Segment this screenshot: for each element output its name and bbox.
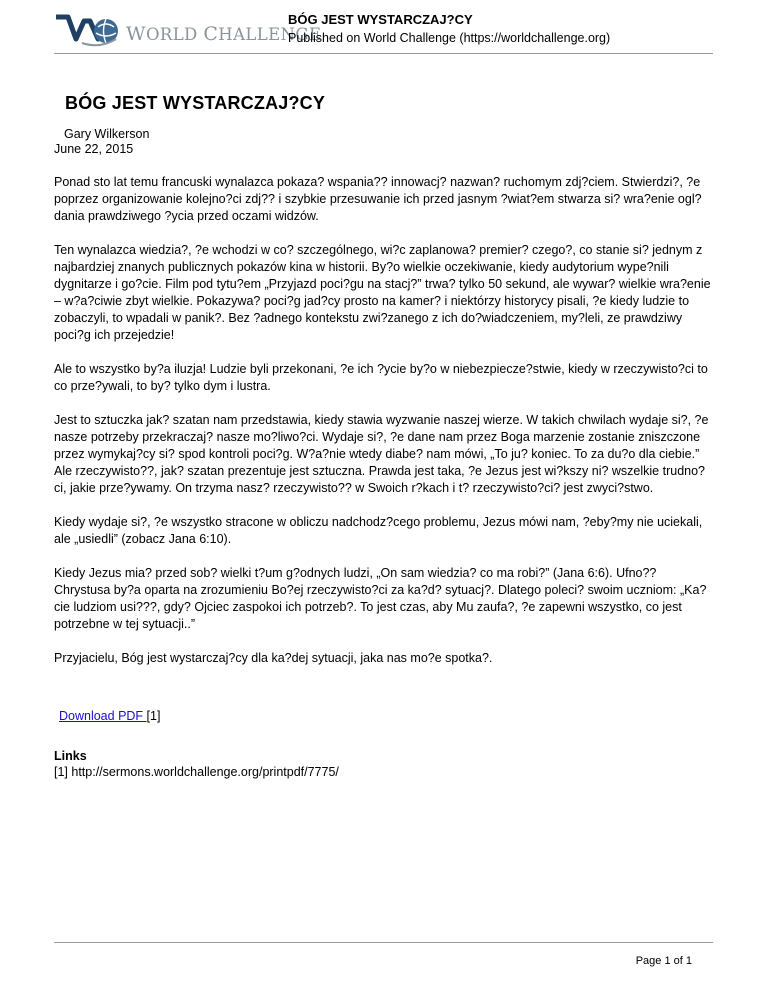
article-title: BÓG JEST WYSTARCZAJ?CY	[65, 93, 326, 113]
article-body	[54, 174, 714, 667]
links-heading: Links	[54, 749, 87, 763]
article	[54, 93, 714, 780]
logo-wordmark: WORLD CHALLENGE	[126, 23, 322, 45]
paragraph: Ten wynalazca wiedzia?, ?e wchodzi w co? szczególnego, wi?c zaplanowa? premier? czego?, co stanie si? jednym z najbardziej znanych publicznych pokazów kina w historii. By?o wielkie oczekiwanie, kiedy audytorium wype?nili dygnitarze i go?cie. Film pod tytu?em „Przyjazd poci?gu na stacj?” trwa? tylko 50 sekund, ale wywar? wielkie wra?enie – w?a?ciwie zbyt wielkie. Pokazywa? poci?g jad?cy prosto na kamer? i niektórzy historycy pisali, ?e kiedy ludzie to zobaczyli, to wpadali w panik?. Bez ?adnego kontekstu zwi?zanego z ich do?wiadczeniem, my?leli, ze prawdziwy poci?g ich przejedzie!	[54, 243, 711, 342]
footer-divider	[54, 942, 713, 943]
paragraph: Ponad sto lat temu francuski wynalazca pokaza? wspania?? innowacj? nazwan? ruchomym zdj?ciem. Stwierdzi?, ?e poprzez organizowanie kolejno?ci zdj?? i szybkie przesuwanie ich przed jasnym ?wiat?em stwarza si? wra?enie ogl?dania prawdziwego ?ycia przed oczami widzów.	[54, 175, 702, 223]
wc-globe-logo-icon	[54, 13, 118, 49]
link-item: [1] http://sermons.worldchallenge.org/printpdf/7775/	[54, 765, 339, 779]
download-pdf-link[interactable]: Download PDF	[59, 709, 147, 723]
paragraph: Jest to sztuczka jak? szatan nam przedstawia, kiedy stawia wyzwanie naszej wierze. W takich chwilach wydaje si?, ?e nasze potrzeby przekraczaj? nasze mo?liwo?ci. Wydaje si?, ?e dane nam przez Boga marzenie zostanie zniszczone przez wymykaj?cy si? spod kontroli poci?g. W?a?nie wtedy diabe? nam mówi, „To ju? koniec. To za du?o dla ciebie.” Ale rzeczywisto??, jak? szatan prezentuje jest sztuczna. Prawda jest taka, ?e Jezus jest wi?kszy ni? wszelkie trudno?ci, jakie prze?ywamy. On trzyma nasz? rzeczywisto?? w Swoich r?kach i t? rzeczywisto?ci? jest zwyci?stwo.	[54, 413, 709, 495]
page-number: Page 1 of 1	[635, 955, 692, 967]
page-header	[0, 0, 768, 56]
header-divider	[54, 53, 713, 54]
article-author: Gary Wilkerson	[64, 127, 150, 141]
article-date: June 22, 2015	[54, 142, 134, 156]
header-title: BÓG JEST WYSTARCZAJ?CY	[288, 12, 473, 27]
paragraph: Kiedy Jezus mia? przed sob? wielki t?um g?odnych ludzi, „On sam wiedzia? co ma robi?” (Jana 6:6). Ufno?? Chrystusa by?a oparta na zrozumieniu Bo?ej rzeczywisto?ci za ka?d? sytuacj?. Dlatego poleci? swoim uczniom: „Ka?cie ludziom usi???, gdy? Ojciec zaspokoi ich potrzeb?. To jest czas, aby Mu zaufa?, ?e zapewni wszystko, co jest potrzebne w tej sytuacji..”	[54, 566, 707, 631]
paragraph: Ale to wszystko by?a iluzja! Ludzie byli przekonani, ?e ich ?ycie by?o w niebezpiecze?stwie, kiedy w rzeczywisto?ci to co prze?ywali, to by? tylko dym i lustra.	[54, 362, 708, 393]
download-ref: [1]	[146, 709, 161, 723]
world-challenge-logo	[54, 13, 322, 49]
download-row	[54, 708, 714, 724]
paragraph: Przyjacielu, Bóg jest wystarczaj?cy dla ka?dej sytuacji, jaka nas mo?e spotka?.	[54, 651, 493, 665]
header-published-on: Published on World Challenge (https://worldchallenge.org)	[288, 31, 611, 45]
paragraph: Kiedy wydaje si?, ?e wszystko stracone w obliczu nadchodz?cego problemu, Jezus mówi nam, ?eby?my nie uciekali, ale „usiedli” (zobacz Jana 6:10).	[54, 515, 703, 546]
